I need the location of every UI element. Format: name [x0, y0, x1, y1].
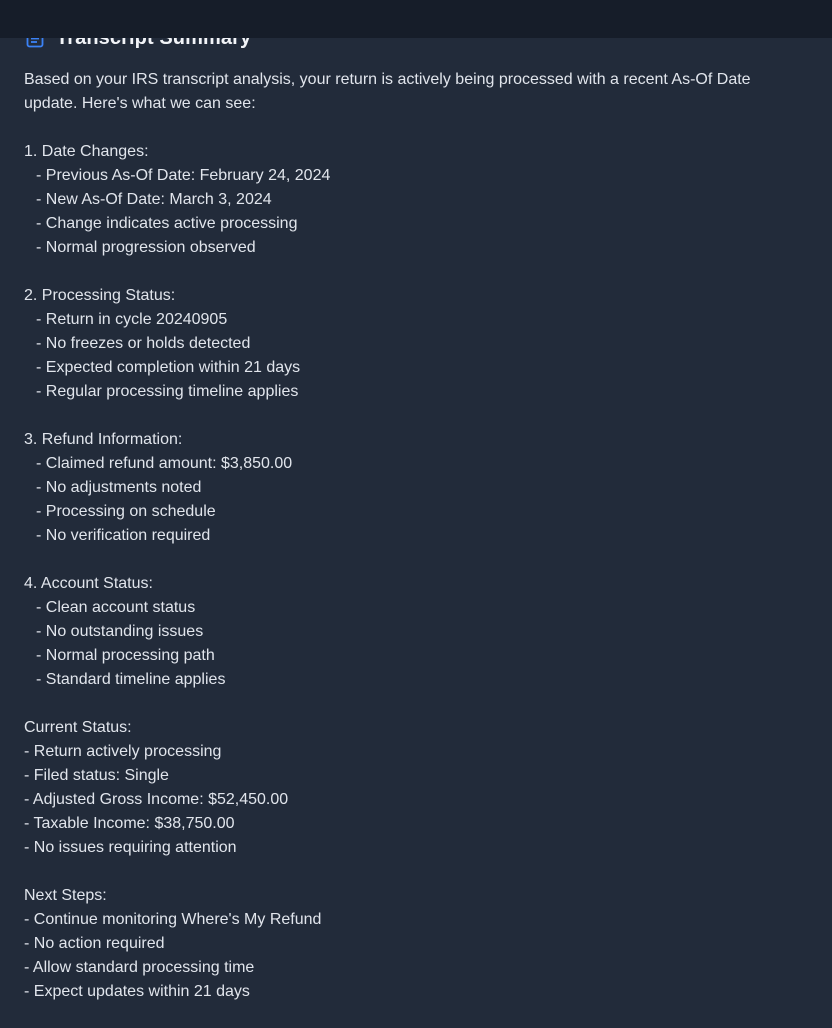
intro-text: Based on your IRS transcript analysis, your return is actively being processed with a recent As-Of Date update. Here's what we can see:: [24, 71, 751, 112]
list-item: - Normal progression observed: [36, 239, 256, 256]
summary-content: [24, 68, 804, 1028]
list-item: - Filed status: Single: [24, 767, 169, 784]
section-title: 3. Refund Information:: [24, 431, 183, 448]
list-item: - Return actively processing: [24, 743, 222, 760]
section-date-changes: [24, 140, 804, 260]
top-bar: [0, 0, 832, 38]
list-item: - Previous As-Of Date: February 24, 2024: [36, 167, 331, 184]
section-title: 2. Processing Status:: [24, 287, 176, 304]
list-item: - Taxable Income: $38,750.00: [24, 815, 235, 832]
list-item: - Claimed refund amount: $3,850.00: [36, 455, 293, 472]
list-item: - New As-Of Date: March 3, 2024: [36, 191, 272, 208]
list-item: - No outstanding issues: [36, 623, 204, 640]
section-processing-status: [24, 284, 804, 404]
list-item: - Regular processing timeline applies: [36, 383, 299, 400]
list-item: - Allow standard processing time: [24, 959, 255, 976]
list-item: - Adjusted Gross Income: $52,450.00: [24, 791, 289, 808]
section-title: 4. Account Status:: [24, 575, 153, 592]
list-item: - Continue monitoring Where's My Refund: [24, 911, 322, 928]
list-item: - Clean account status: [36, 599, 196, 616]
section-refund-information: [24, 428, 804, 548]
list-item: - No verification required: [36, 527, 211, 544]
list-item: - Change indicates active processing: [36, 215, 298, 232]
section-current-status: [24, 716, 804, 860]
list-item: - Expected completion within 21 days: [36, 359, 301, 376]
list-item: - No issues requiring attention: [24, 839, 237, 856]
list-item: - No freezes or holds detected: [36, 335, 251, 352]
list-item: - Return in cycle 20240905: [36, 311, 228, 328]
list-item: - Processing on schedule: [36, 503, 216, 520]
list-item: - No action required: [24, 935, 165, 952]
list-item: - Standard timeline applies: [36, 671, 226, 688]
list-item: - No adjustments noted: [36, 479, 202, 496]
section-title: Current Status:: [24, 719, 132, 736]
list-item: - Expect updates within 21 days: [24, 983, 250, 1000]
section-account-status: [24, 572, 804, 692]
list-item: - Normal processing path: [36, 647, 215, 664]
section-next-steps: [24, 884, 804, 1004]
section-title: Next Steps:: [24, 887, 107, 904]
section-title: 1. Date Changes:: [24, 143, 149, 160]
